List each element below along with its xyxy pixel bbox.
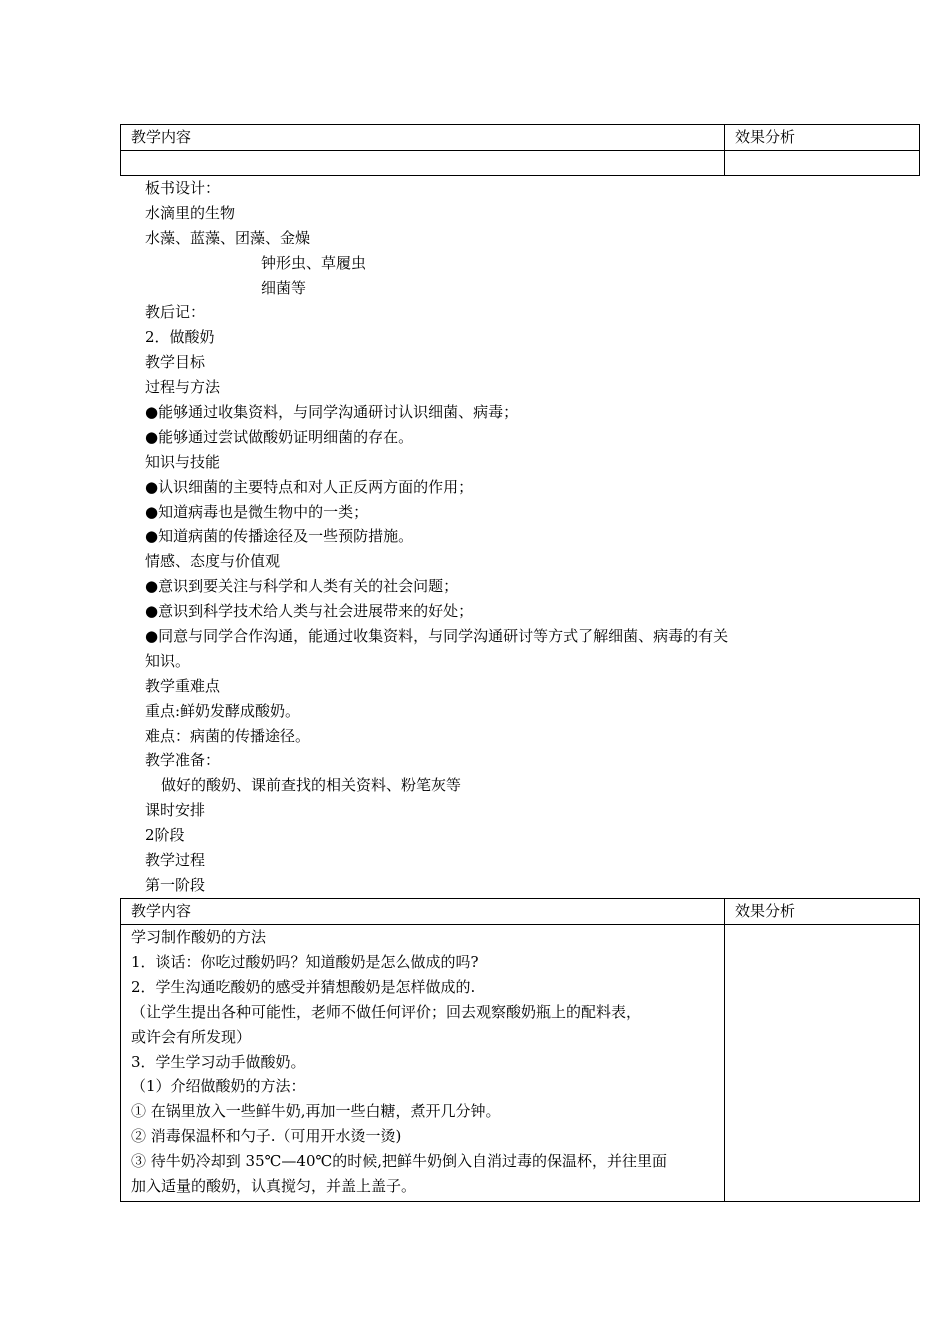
- bullet-item: ●能够通过收集资料，与同学沟通研讨认识细菌、病毒；: [145, 403, 519, 422]
- lesson-title: 2．做酸奶: [145, 328, 215, 347]
- bullet-item: ●知道病毒也是微生物中的一类；: [145, 502, 369, 521]
- key-point: 重点:鲜奶发酵成酸奶。: [145, 701, 301, 720]
- table-effect-cell: [725, 925, 920, 1202]
- content-line: 3．学生学习动手做酸奶。: [131, 1052, 306, 1071]
- section-heading: 教学重难点: [145, 676, 221, 695]
- table-header-effect: 效果分析: [725, 899, 920, 925]
- section-heading: 教学准备：: [145, 751, 221, 770]
- content-line: ① 在锅里放入一些鲜牛奶,再加一些白糖，煮开几分钟。: [131, 1102, 501, 1121]
- section-heading: 情感、态度与价值观: [145, 552, 281, 571]
- bullet-item: ●意识到科学技术给人类与社会进展带来的好处；: [145, 602, 474, 621]
- bullet-item: ●意识到要关注与科学和人类有关的社会问题；: [145, 577, 459, 596]
- bullet-item: ●知道病菌的传播途径及一些预防措施。: [145, 527, 414, 546]
- content-line: 学习制作酸奶的方法: [131, 928, 267, 946]
- table-header-content: 教学内容: [121, 125, 725, 151]
- table-content-cell: [121, 925, 725, 1202]
- schedule-value: 2阶段: [145, 826, 185, 845]
- table-top: [120, 124, 920, 176]
- table-empty-cell: [121, 151, 725, 176]
- lesson-body: [145, 176, 835, 898]
- board-design-heading: 板书设计：: [145, 179, 221, 197]
- section-heading: 知识与技能: [145, 452, 221, 471]
- post-class-notes-heading: 教后记：: [145, 303, 206, 322]
- table-empty-cell: [725, 151, 920, 176]
- table-bottom: [120, 898, 920, 1202]
- table-header-content: 教学内容: [121, 899, 725, 925]
- difficult-point: 难点：病菌的传播途径。: [145, 726, 311, 745]
- board-line: 细菌等: [261, 278, 307, 297]
- board-line: 水藻、蓝藻、团藻、金燥: [145, 228, 311, 247]
- content-line: 加入适量的酸奶，认真搅匀，并盖上盖子。: [131, 1177, 417, 1196]
- content-line: 1．谈话：你吃过酸奶吗？知道酸奶是怎么做成的吗?: [131, 952, 479, 971]
- stage-heading: 第一阶段: [145, 875, 206, 894]
- content-line: ③ 待牛奶冷却到 35℃—40℃的时候,把鲜牛奶倒入自消过毒的保温杯，并往里面: [131, 1152, 668, 1171]
- section-heading: 过程与方法: [145, 378, 221, 397]
- bullet-item: ●能够通过尝试做酸奶证明细菌的存在。: [145, 427, 414, 446]
- bullet-item-continuation: 知识。: [145, 651, 191, 670]
- content-line: ② 消毒保温杯和勺子.（可用开水烫一烫): [131, 1127, 402, 1146]
- table-header-effect: 效果分析: [725, 125, 920, 151]
- board-title: 水滴里的生物: [145, 203, 236, 222]
- content-line: （让学生提出各种可能性，老师不做任何评价；回去观察酸奶瓶上的配料表，: [131, 1002, 642, 1021]
- section-heading: 教学过程: [145, 851, 206, 870]
- section-heading: 课时安排: [145, 801, 206, 820]
- content-line: （1）介绍做酸奶的方法：: [131, 1077, 306, 1096]
- section-heading: 教学目标: [145, 353, 206, 372]
- content-line: 或许会有所发现）: [131, 1027, 252, 1046]
- bullet-item: ●同意与同学合作沟通，能通过收集资料，与同学沟通研讨等方式了解细菌、病毒的有关: [145, 627, 729, 646]
- content-line: 2．学生沟通吃酸奶的感受并猜想酸奶是怎样做成的.: [131, 977, 476, 996]
- bullet-item: ●认识细菌的主要特点和对人正反两方面的作用；: [145, 477, 474, 496]
- preparation-item: 做好的酸奶、课前查找的相关资料、粉笔灰等: [161, 776, 462, 795]
- board-line: 钟形虫、草履虫: [261, 253, 367, 272]
